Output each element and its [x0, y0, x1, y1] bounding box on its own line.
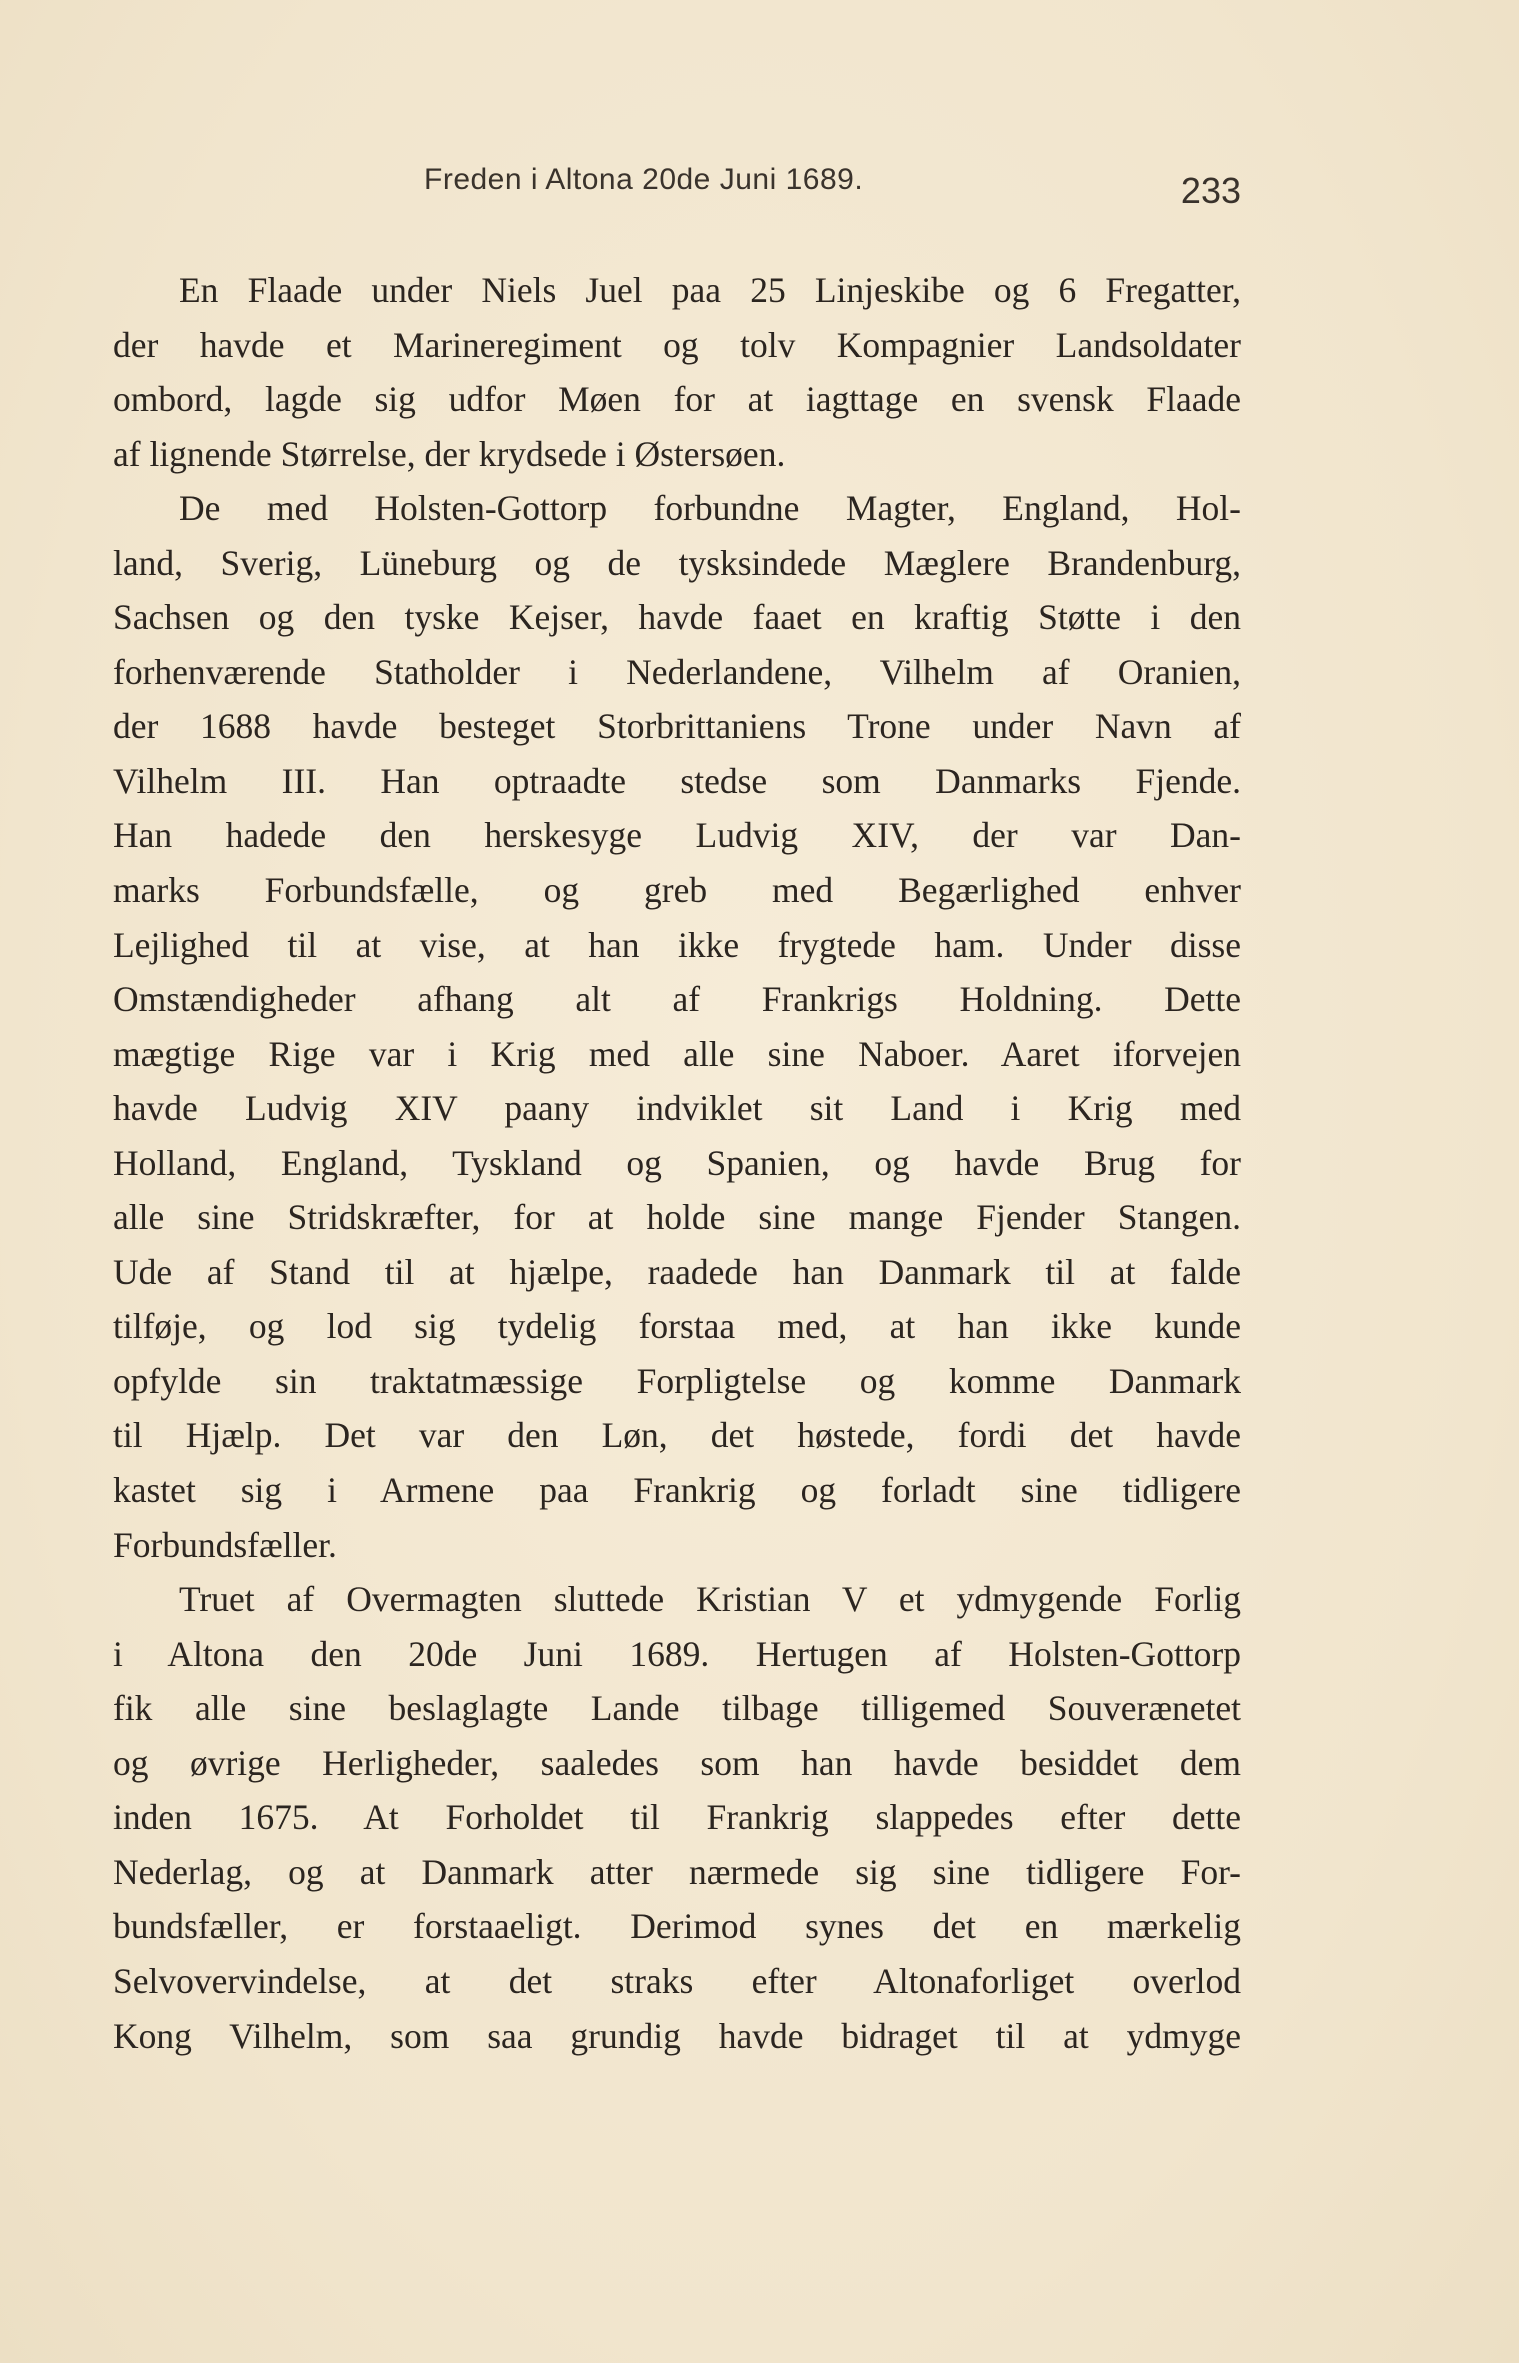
text-line: til Hjælp. Det var den Løn, det høstede, fordi det havde — [113, 1415, 1241, 1456]
text-line: havde Ludvig XIV paany indviklet sit Land i Krig med — [113, 1088, 1241, 1129]
text-line: Han hadede den herskesyge Ludvig XIV, der var Dan- — [113, 815, 1241, 856]
text-line: mægtige Rige var i Krig med alle sine Naboer. Aaret iforvejen — [113, 1033, 1241, 1074]
text-line: Forbundsfæller. — [113, 1524, 337, 1565]
text-line: opfylde sin traktatmæssige Forpligtelse og komme Danmark — [113, 1360, 1241, 1401]
text-line: der havde et Marineregiment og tolv Kompagnier Landsoldater — [113, 324, 1241, 365]
text-line: En Flaade under Niels Juel paa 25 Linjeskibe og 6 Fregatter, — [179, 270, 1241, 310]
text-line: ombord, lagde sig udfor Møen for at iagttage en svensk Flaade — [113, 379, 1241, 420]
text-line: Omstændigheder afhang alt af Frankrigs Holdning. Dette — [113, 979, 1241, 1020]
text-line: bundsfæller, er forstaaeligt. Derimod synes det en mærkelig — [113, 1906, 1241, 1947]
page-number: 233 — [1180, 170, 1241, 211]
text-line: Selvovervindelse, at det straks efter Altonaforliget overlod — [113, 1960, 1241, 2001]
text-line: af lignende Størrelse, der krydsede i Østersøen. — [113, 433, 786, 474]
text-line: Sachsen og den tyske Kejser, havde faaet en kraftig Støtte i den — [113, 597, 1241, 638]
text-line: Holland, England, Tyskland og Spanien, og havde Brug for — [113, 1142, 1241, 1183]
running-head: Freden i Altona 20de Juni 1689. — [424, 163, 864, 196]
text-line: Vilhelm III. Han optraadte stedse som Danmarks Fjende. — [113, 760, 1241, 801]
text-line: land, Sverig, Lüneburg og de tysksindede Mæglere Brandenburg, — [113, 542, 1241, 583]
text-line: kastet sig i Armene paa Frankrig og forladt sine tidligere — [113, 1470, 1241, 1511]
text-line: tilføje, og lod sig tydelig forstaa med, at han ikke kunde — [113, 1306, 1241, 1347]
text-line: fik alle sine beslaglagte Lande tilbage tilligemed Souverænetet — [113, 1688, 1241, 1729]
text-line: De med Holsten-Gottorp forbundne Magter, England, Hol- — [179, 488, 1241, 529]
body-text — [113, 263, 1241, 2063]
text-line: Kong Vilhelm, som saa grundig havde bidraget til at ydmyge — [113, 2015, 1241, 2056]
text-line: og øvrige Herligheder, saaledes som han havde besiddet dem — [113, 1742, 1241, 1783]
text-line: Lejlighed til at vise, at han ikke frygtede ham. Under disse — [113, 924, 1241, 965]
text-line: Truet af Overmagten sluttede Kristian V et ydmygende Forlig — [179, 1579, 1241, 1620]
text-line: alle sine Stridskræfter, for at holde sine mange Fjender Stangen. — [113, 1197, 1241, 1238]
text-line: der 1688 havde besteget Storbrittaniens Trone under Navn af — [113, 706, 1241, 747]
text-line: forhenværende Statholder i Nederlandene, Vilhelm af Oranien, — [113, 651, 1241, 692]
text-line: inden 1675. At Forholdet til Frankrig slappedes efter dette — [113, 1797, 1241, 1838]
text-line: i Altona den 20de Juni 1689. Hertugen af Holsten-Gottorp — [113, 1633, 1241, 1674]
text-line: Ude af Stand til at hjælpe, raadede han Danmark til at falde — [113, 1251, 1241, 1292]
text-line: marks Forbundsfælle, og greb med Begærlighed enhver — [113, 870, 1241, 911]
text-line: Nederlag, og at Danmark atter nærmede sig sine tidligere For- — [113, 1851, 1241, 1892]
